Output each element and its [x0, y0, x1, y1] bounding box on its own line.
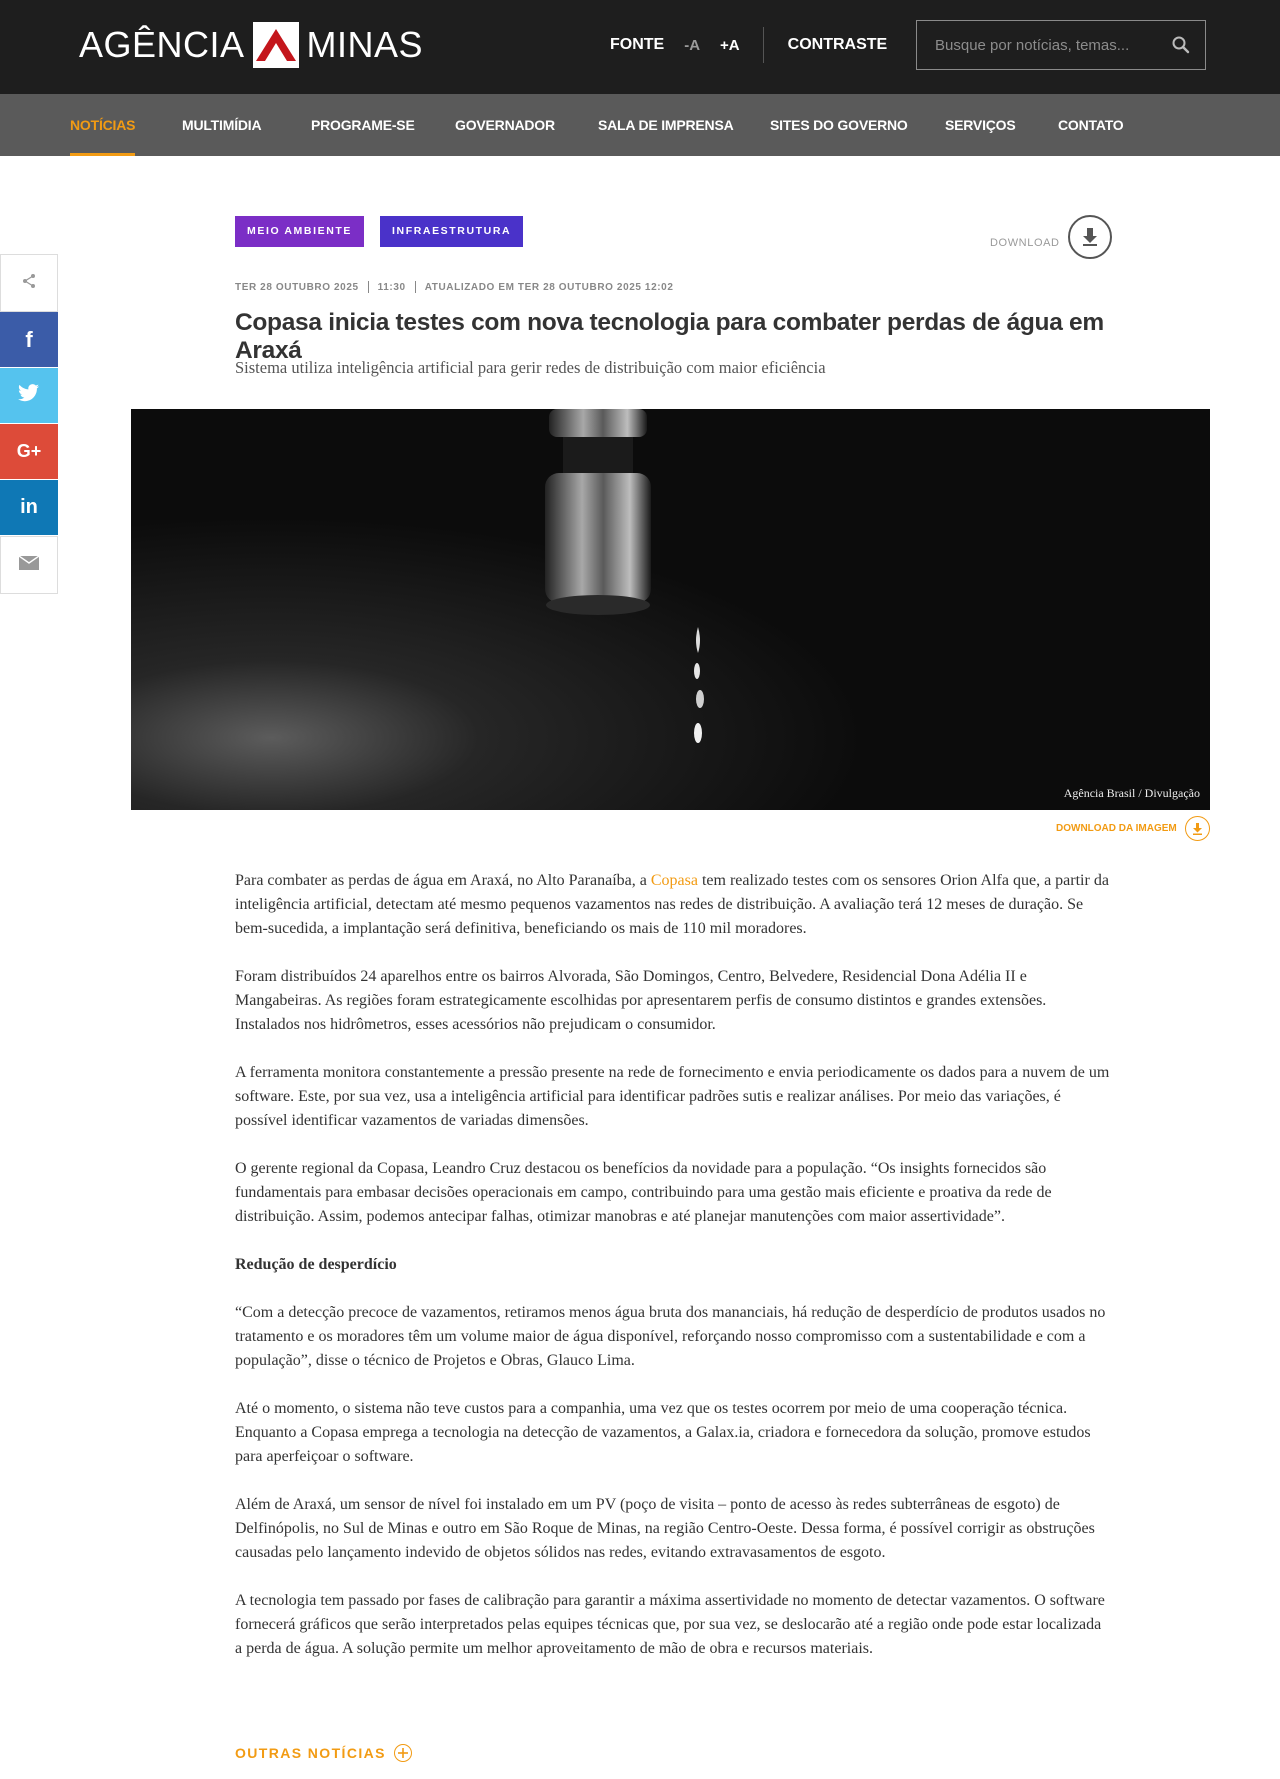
share-icon — [20, 272, 38, 295]
article-paragraph: A tecnologia tem passado por fases de calibração para garantir a máxima assertividade no momento de detectar vazamentos. O software fornecerá gráficos que serão interpretados pelas equipes técnicas que, por sua vez, se deslocarão até a região onde pode estar localizada a perda de água. A solução permite um melhor aproveitamento de mão de obra e recursos materiais. — [235, 1592, 1105, 1657]
download-image-icon — [1185, 816, 1210, 841]
article-subheading: Redução de desperdício — [235, 1256, 397, 1273]
article-paragraph: Além de Araxá, um sensor de nível foi instalado em um PV (poço de visita – ponto de acesso às redes subterrâneas de esgoto) de Delfinópolis, no Sul de Minas e outro em São Roque de Minas, na região Centro-Oeste. Dessa forma, é possível corrigir as obstruções causadas pelo lançamento indevido de objetos sólidos nas redes, evitando extravasamentos de esgoto. — [235, 1496, 1095, 1561]
tag-infraestrutura[interactable]: INFRAESTRUTURA — [380, 216, 523, 247]
nav-item-sites-do-governo[interactable]: SITES DO GOVERNO — [770, 117, 908, 133]
other-news-link[interactable] — [235, 1744, 412, 1762]
google-plus-share-button[interactable] — [0, 424, 58, 480]
other-news-label: OUTRAS NOTÍCIAS — [235, 1745, 386, 1761]
nav-item-sala-de-imprensa[interactable]: SALA DE IMPRENSA — [598, 117, 734, 133]
photo-credit: Agência Brasil / Divulgação — [1063, 786, 1200, 800]
article-paragraph: O gerente regional da Copasa, Leandro Cruz destacou os benefícios da novidade para a população. “Os insights fornecidos são fundamentais para embasar decisões operacionais em campo, contribuindo para uma gestão mais eficiente e proativa da rede de distribuição. Assim, podemos antecipar falhas, otimizar manobras e até planejar manutenções com maior assertividade”. — [235, 1160, 1052, 1225]
contrast-button[interactable]: CONTRASTE — [787, 36, 888, 53]
twitter-share-button[interactable] — [0, 368, 58, 424]
paragraph-text: tem realizado testes com os sensores Orion Alfa que, a partir da inteligência artificial, detectam até mesmo pequenos vazamentos nas redes de distribuição. A avaliação terá 12 meses de duração. Se bem-sucedida, a implantação será definitiva, beneficiando os mais de 110 mil moradores. — [235, 872, 1109, 937]
facebook-share-button[interactable] — [0, 312, 58, 368]
nav-item-multimidia[interactable]: MULTIMÍDIA — [182, 117, 262, 133]
logo-mark-icon — [253, 22, 299, 68]
article-title: Copasa inicia testes com nova tecnologia para combater perdas de água em Araxá — [235, 309, 1104, 364]
download-icon — [1068, 215, 1112, 259]
share-button[interactable] — [0, 254, 58, 312]
paragraph-text: Para combater as perdas de água em Araxá, no Alto Paranaíba, a — [235, 872, 651, 889]
linkedin-share-button[interactable] — [0, 480, 58, 536]
font-label: FONTE — [610, 36, 665, 53]
nav-item-governador[interactable]: GOVERNADOR — [455, 117, 555, 133]
google-plus-icon: G+ — [16, 441, 42, 461]
email-icon — [19, 556, 39, 575]
meta-divider — [415, 281, 416, 293]
nav-item-programe-se[interactable]: PROGRAME-SE — [311, 117, 415, 133]
logo-text-left: AGÊNCIA — [79, 24, 245, 65]
nav-item-noticias[interactable]: NOTÍCIAS — [70, 94, 135, 156]
download-image-label: DOWNLOAD DA IMAGEM — [1056, 823, 1177, 834]
article-meta — [235, 281, 674, 293]
article-body — [235, 869, 1110, 1685]
nav-item-servicos[interactable]: SERVIÇOS — [945, 117, 1016, 133]
article-updated: ATUALIZADO EM TER 28 OUTUBRO 2025 12:02 — [424, 281, 674, 293]
main-nav — [0, 94, 1280, 156]
linkedin-icon: in — [20, 496, 38, 518]
meta-divider — [368, 281, 369, 293]
article-paragraph: “Com a detecção precoce de vazamentos, retiramos menos água bruta dos mananciais, há redução de desperdício de produtos usados no tratamento e os moradores têm um volume maior de água disponível, reforçando nosso compromisso com a sustentabilidade e com a população”, disse o técnico de Projetos e Obras, Glauco Lima. — [235, 1304, 1106, 1369]
search-box — [916, 20, 1206, 70]
font-decrease-button[interactable]: -A — [684, 36, 701, 54]
twitter-icon — [18, 384, 40, 407]
article-paragraph: Até o momento, o sistema não teve custos para a companhia, uma vez que os testes ocorrem por meio de uma cooperação técnica. Enquanto a Copasa emprega a tecnologia na detecção de vazamentos, a Galax.ia, criadora e fornecedora da solução, promove estudos para aperfeiçoar o software. — [235, 1400, 1091, 1465]
facebook-icon: f — [25, 326, 33, 352]
accessibility-controls — [610, 30, 887, 60]
article-photo — [131, 409, 1210, 810]
nav-item-contato[interactable]: CONTATO — [1058, 117, 1124, 133]
download-button[interactable] — [990, 215, 1112, 259]
download-label: DOWNLOAD — [990, 237, 1060, 249]
share-rail — [0, 254, 58, 594]
search-icon[interactable] — [1171, 35, 1191, 60]
font-increase-button[interactable]: +A — [720, 36, 740, 54]
download-image-button[interactable] — [1056, 816, 1210, 841]
article-paragraph: A ferramenta monitora constantemente a pressão presente na rede de fornecimento e envia periodicamente os dados para a nuvem de um software. Este, por sua vez, usa a inteligência artificial para identificar padrões sutis e realizar análises. Por meio das variações, é possível identificar vazamentos de variadas dimensões. — [235, 1064, 1110, 1129]
logo-text-right: MINAS — [306, 24, 424, 65]
tag-meio-ambiente[interactable]: MEIO AMBIENTE — [235, 216, 364, 247]
article-subtitle: Sistema utiliza inteligência artificial para gerir redes de distribuição com maior eficiência — [235, 358, 826, 377]
article-paragraph — [235, 869, 1110, 941]
top-bar — [0, 0, 1280, 94]
article-paragraph: Foram distribuídos 24 aparelhos entre os bairros Alvorada, São Domingos, Centro, Belvedere, Residencial Dona Adélia II e Mangabeiras. As regiões foram estrategicamente escolhidas por apresentarem perfis de consumo distintos e grandes extensões. Instalados nos hidrômetros, esses acessórios não prejudicam o consumidor. — [235, 968, 1047, 1033]
plus-circle-icon — [394, 1744, 412, 1762]
article-date: TER 28 OUTUBRO 2025 — [235, 281, 359, 293]
email-share-button[interactable] — [0, 536, 58, 594]
site-logo[interactable] — [79, 22, 423, 68]
article-time: 11:30 — [377, 281, 406, 293]
copasa-link[interactable]: Copasa — [650, 872, 698, 889]
top-divider — [763, 27, 764, 63]
search-input[interactable] — [917, 37, 1157, 54]
